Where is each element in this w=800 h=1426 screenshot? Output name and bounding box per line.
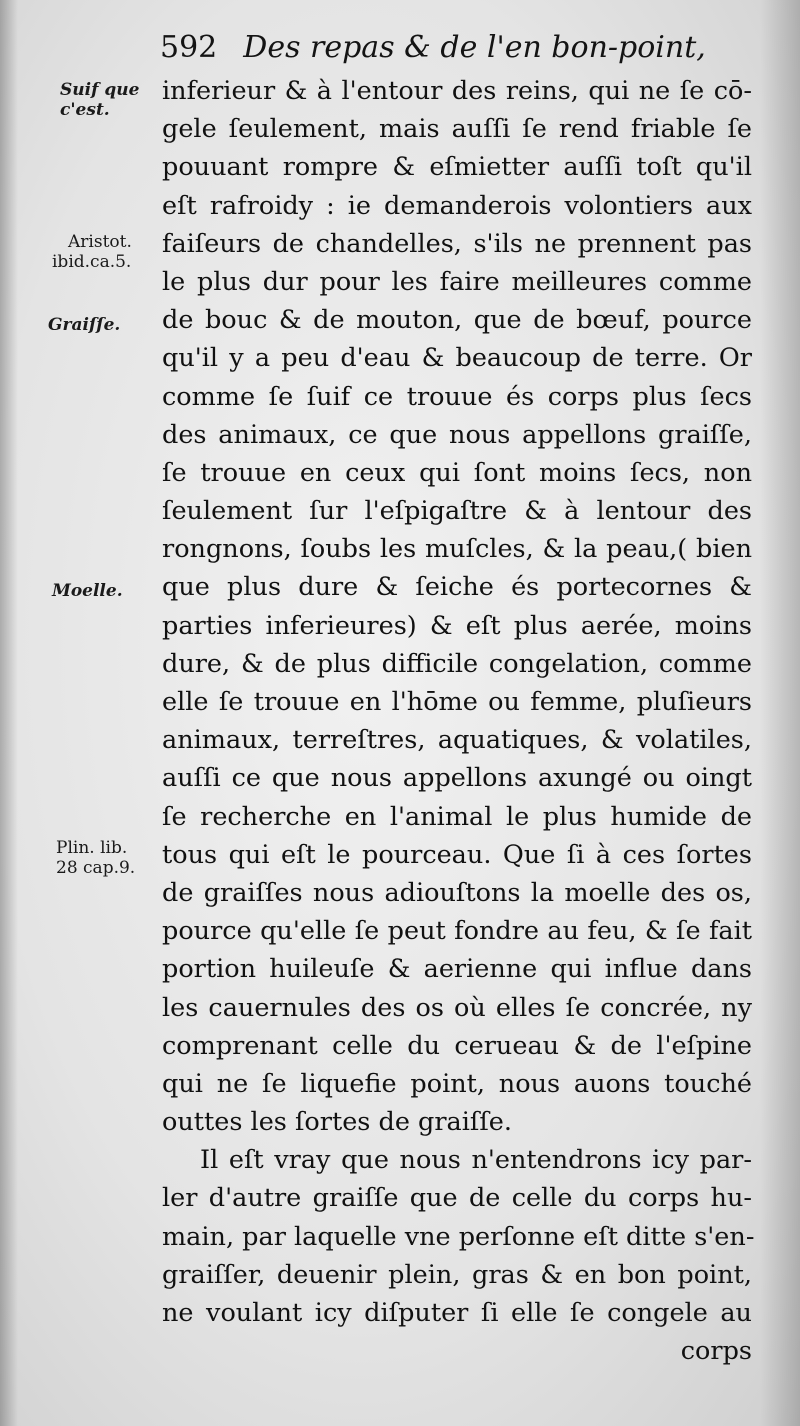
text-line: gele ſeulement, mais auſſi ſe rend friable ſe <box>162 114 752 145</box>
text-line: des animaux, ce que nous appellons graiſſe, <box>162 419 752 450</box>
margin-note-line: Aristot. <box>68 232 132 252</box>
margin-note-aristot <box>52 232 132 272</box>
text-line: ſe trouue en ceux qui ſont moins ſecs, non <box>162 457 752 488</box>
text-line: comprenant celle du cerueau & de l'eſpine <box>162 1030 752 1061</box>
text-line: comme ſe ſuif ce trouue és corps plus ſecs <box>162 381 752 412</box>
text-line: inferieur & à l'entour des reins, qui ne ſe cō- <box>162 76 752 106</box>
margin-note-line: Plin. lib. <box>56 838 128 858</box>
gutter-shadow <box>760 0 800 1426</box>
margin-note-line: Graiſſe. <box>48 315 121 335</box>
text-line: pource qu'elle ſe peut fondre au feu, & ſe fait <box>162 916 752 947</box>
text-line: main, par laquelle vne perſonne eſt ditte s'en- <box>162 1221 755 1252</box>
text-line: ler d'autre graiſſe que de celle du corps hu- <box>162 1183 752 1214</box>
margin-note-line: Suif que <box>60 80 140 100</box>
text-line: elle ſe trouue en l'hōme ou femme, pluſieurs <box>162 687 752 717</box>
text-line: animaux, terreſtres, aquatiques, & volatiles, <box>162 725 752 756</box>
text-line: qui ne ſe liquefie point, nous auons touché <box>162 1068 752 1099</box>
text-line: de graiſſes nous adiouſtons la moelle des os, <box>162 877 752 908</box>
text-line: ſeulement ſur l'eſpigaſtre & à lentour des <box>162 496 752 527</box>
margin-note-suif <box>60 80 139 120</box>
text-line: Il eſt vray que nous n'entendrons icy par- <box>200 1145 752 1176</box>
margin-note-line: Moelle. <box>52 581 123 601</box>
text-line: le plus dur pour les faire meilleures comme <box>162 266 752 297</box>
margin-note-plin <box>56 838 135 878</box>
margin-note-line: ibid.ca.5. <box>52 252 132 272</box>
margin-note-graisse <box>48 315 120 335</box>
text-line: de bouc & de mouton, que de bœuf, pource <box>162 305 752 336</box>
text-line: auſſi ce que nous appellons axungé ou oingt <box>162 763 752 794</box>
text-line: qu'il y a peu d'eau & beaucoup de terre. Or <box>162 343 752 374</box>
text-line: eſt rafroidy : ie demanderois volontiers aux <box>162 190 752 221</box>
text-line: outtes les ſortes de graiſſe. <box>162 1107 512 1138</box>
text-line: rongnons, ſoubs les muſcles, & la peau,( bien <box>162 534 752 565</box>
catchword: corps <box>680 1336 752 1367</box>
text-line: parties inferieures) & eſt plus aerée, moins <box>162 610 752 641</box>
text-line: pouuant rompre & eſmietter auſſi toſt qu'il <box>162 152 752 183</box>
running-header <box>160 24 720 72</box>
page-edge-shadow <box>0 0 18 1426</box>
text-line: graiſſer, deuenir plein, gras & en bon point, <box>162 1259 752 1290</box>
text-line: les cauernules des os où elles ſe concrée, ny <box>162 992 752 1023</box>
text-line: dure, & de plus difficile congelation, comme <box>162 648 752 679</box>
running-title: Des repas & de l'en bon-point, <box>243 30 706 65</box>
text-line: que plus dure & ſeiche és portecornes & <box>162 572 752 603</box>
text-line: portion huileuſe & aerienne qui influe dans <box>162 954 752 985</box>
body-text <box>162 72 755 1370</box>
text-line: faiſeurs de chandelles, s'ils ne prennent pas <box>162 228 752 259</box>
margin-note-line: c'est. <box>60 100 110 120</box>
text-line: ſe recherche en l'animal le plus humide de <box>162 801 752 832</box>
page-number: 592 <box>160 30 218 65</box>
margin-note-moelle <box>52 581 123 601</box>
text-line: tous qui eſt le pourceau. Que ſi à ces ſortes <box>162 839 752 870</box>
margin-note-line: 28 cap.9. <box>56 858 136 878</box>
text-line: ne voulant icy diſputer ſi elle ſe congele au <box>162 1298 752 1328</box>
